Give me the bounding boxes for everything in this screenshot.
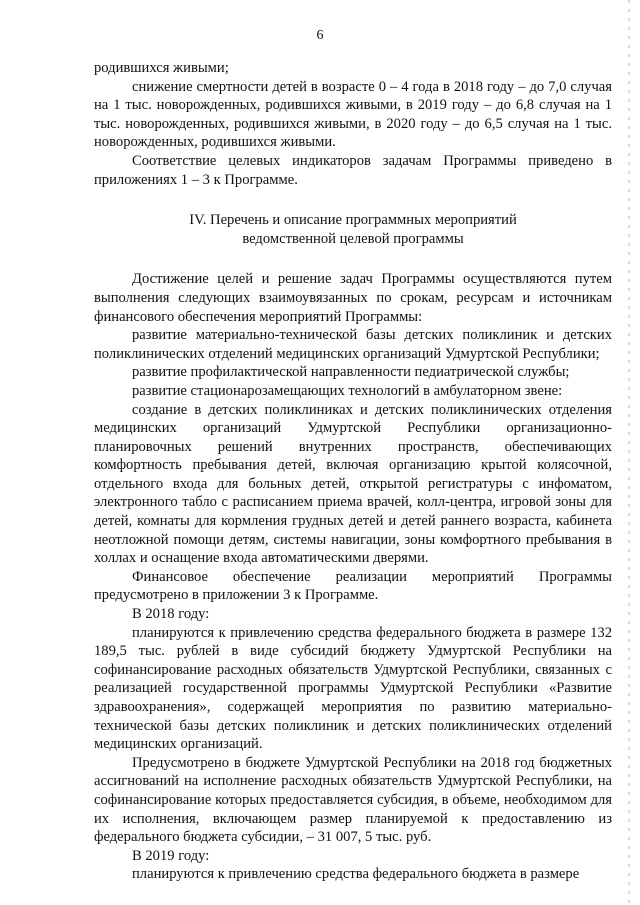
paragraph-financing: Финансовое обеспечение реализации мероприятий Программы предусмотрено в приложении 3 к Программе. xyxy=(94,568,612,604)
paragraph-federal-2019: планируются к привлечению средства федерального бюджета в размере xyxy=(132,866,580,883)
paragraph-mortality-target: снижение смертности детей в возрасте 0 – 4 года в 2018 году – до 7,0 случая на 1 тыс. новорожденных, родившихся живыми, в 2019 году – до 6,8 случая на 1 тыс. новорожденных, родившихся живыми, в 2020 году – до 6,5 случая на 1 тыс. новорожденных, родившихся живыми. xyxy=(94,78,612,151)
paragraph-item-prevention: развитие профилактической направленности педиатрической службы; xyxy=(132,364,570,381)
section-heading-line-2: ведомственной целевой программы xyxy=(242,230,464,247)
paragraph-indicators: Соответствие целевых индикаторов задачам Программы приведено в приложениях 1 – 3 к Программе. xyxy=(94,152,612,188)
section-heading xyxy=(94,211,612,248)
paragraph-item-material-base: развитие материально-технической базы детских поликлиник и детских поликлинических отделений медицинских организаций Удмуртской Республики; xyxy=(94,327,612,362)
paragraph-year-2018: В 2018 году: xyxy=(132,606,210,623)
scan-edge xyxy=(628,0,630,905)
paragraph-year-2019: В 2019 году: xyxy=(132,847,210,864)
paragraph-regional-2018: Предусмотрено в бюджете Удмуртской Республики на 2018 год бюджетных ассигнований на исполнение расходных обязательств Удмуртской Республики, на софинансирование которых предоставляется субсидия, в объеме, необходимом для их исполнения, включающем размер планируемой к предоставлению из федерального бюджета субсидии, – 31 007, 5 тыс. руб. xyxy=(94,754,612,846)
document-body xyxy=(94,59,612,884)
paragraph-goals: Достижение целей и решение задач Программы осуществляются путем выполнения следующих взаимоувязанных по срокам, ресурсам и источникам финансового обеспечения мероприятий Программы: xyxy=(94,271,612,325)
paragraph-item-comfort: создание в детских поликлиниках и детских поликлинических отделения медицинских организаций Удмуртской Республики организационно-планировочных решений внутренних пространств, обеспечивающих комфортность пребывания детей, включая организацию крытой колясочной, отдельного входа для больных детей, открытой регистратуры с инфоматом, электронного табло с расписанием приема врачей, колл-центра, игровой зоны для детей, комнаты для кормления грудных детей и детей раннего возраста, кабинета неотложной помощи детям, системы навигации, зоны комфортного пребывания в холлах и оснащение входа автоматическими дверями. xyxy=(94,401,612,567)
section-heading-line-1: IV. Перечень и описание программных мероприятий xyxy=(189,212,517,229)
paragraph-federal-2018: планируются к привлечению средства федерального бюджета в размере 132 189,5 тыс. рублей в виде субсидий бюджету Удмуртской Республики на софинансирование расходных обязательств Удмуртской Республики, связанных с реализацией государственной программы Удмуртской Республики «Развитие здравоохранения», содержащей мероприятия по развитию материально-технической базы детских поликлиник и детских поликлинических отделений медицинских организаций. xyxy=(94,624,612,753)
paragraph-continuation: родившихся живыми; xyxy=(94,60,229,76)
page-number: 6 xyxy=(316,28,324,43)
paragraph-item-outpatient: развитие стационарозамещающих технологий в амбулаторном звене: xyxy=(132,382,563,399)
